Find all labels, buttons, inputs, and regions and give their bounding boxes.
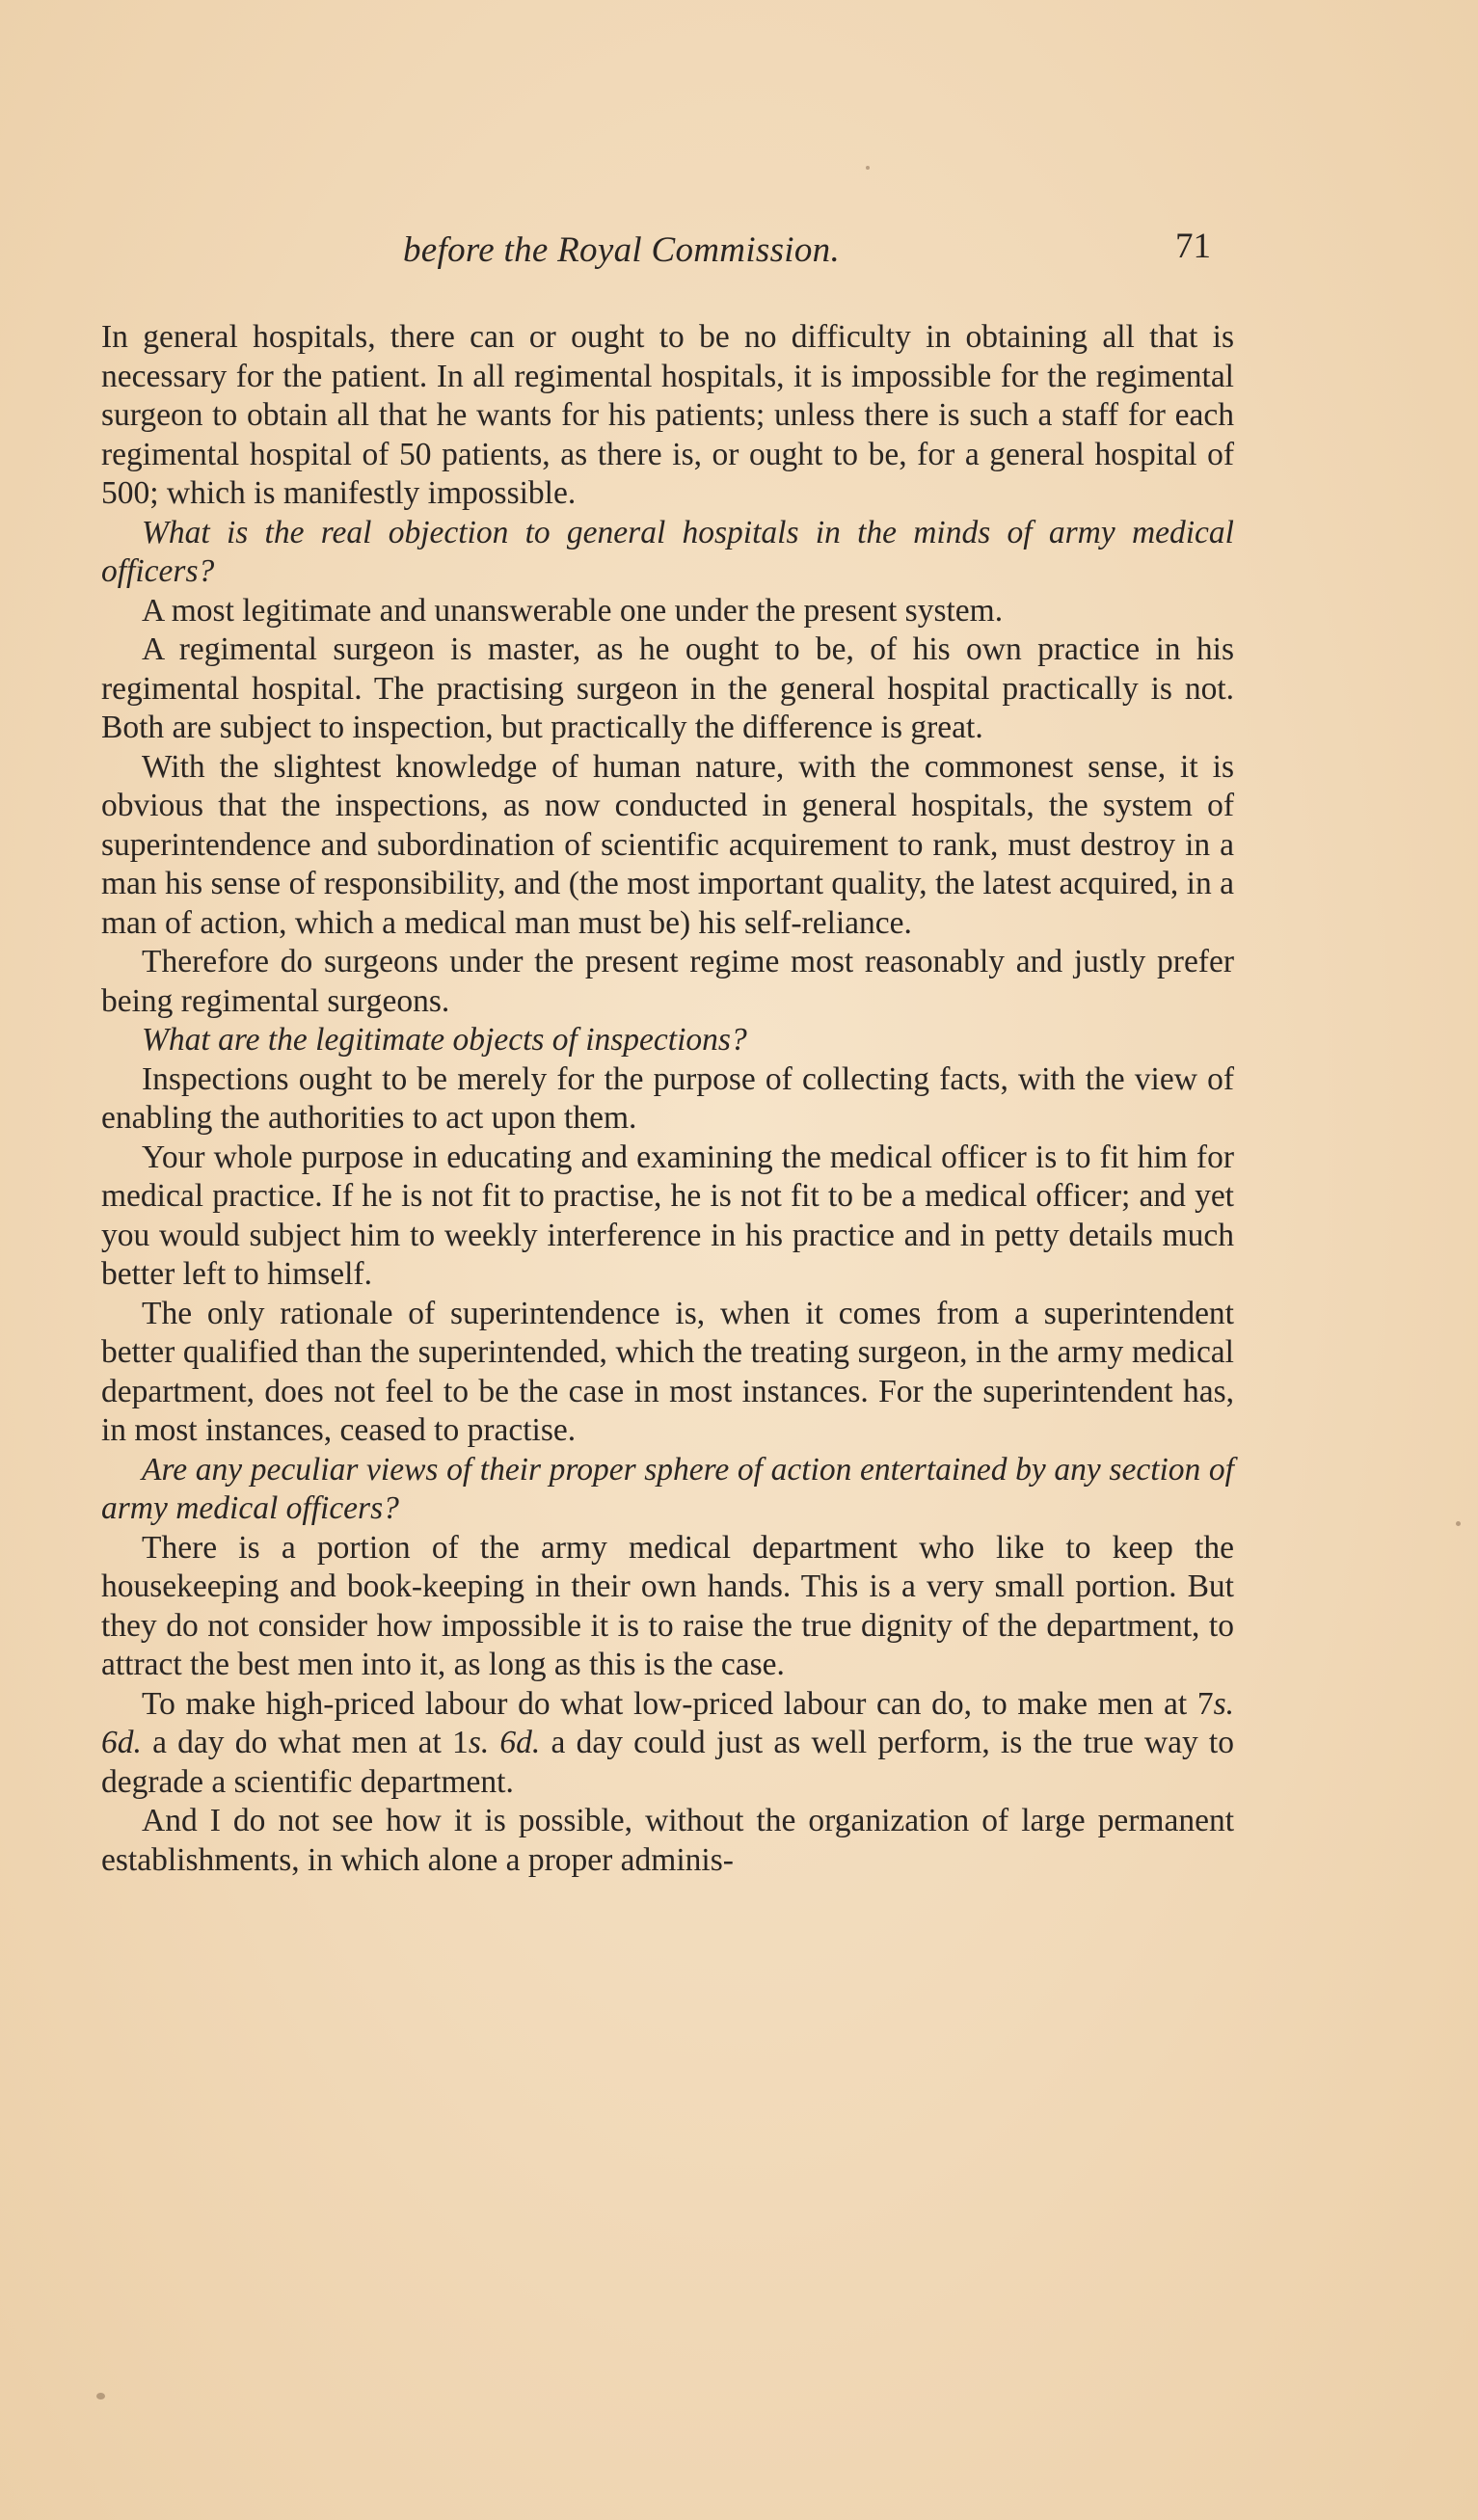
question-paragraph: What is the real objection to general hospitals in the minds of army medical officers? bbox=[101, 514, 1234, 589]
page-number: 71 bbox=[1175, 227, 1211, 266]
page-body bbox=[101, 318, 1234, 1880]
answer-paragraph: In general hospitals, there can or ought to be no difficulty in obtaining all that is necessary for the patient. In all regimental hospitals, it is impossible for the regimental surgeon to obtain all that he wants for his patients; unless there is such a staff for each regimental hospital of 50 patients, as there is, or ought to be, for a general hospital of 500; which is manifestly impossible. bbox=[101, 319, 1234, 511]
answer-paragraph: A most legitimate and unanswerable one under the present system. bbox=[142, 592, 1004, 629]
answer-paragraph: Inspections ought to be merely for the purpose of collecting facts, with the view of enabling the authorities to act upon them. bbox=[101, 1060, 1234, 1136]
question-paragraph: Are any peculiar views of their proper sphere of action entertained by any section of army medical officers? bbox=[101, 1451, 1234, 1526]
answer-paragraph-mixed bbox=[101, 1685, 1234, 1803]
answer-paragraph: Your whole purpose in educating and examining the medical officer is to fit him for medical practice. If he is not fit to practise, he is not fit to be a medical officer; and yet you would subject him to weekly interference in his practice and in petty details much better left to himself. bbox=[101, 1139, 1234, 1292]
paper-speck bbox=[866, 166, 870, 170]
page-header bbox=[96, 229, 1234, 287]
answer-paragraph: With the slightest knowledge of human nature, with the commonest sense, it is obvious that the inspections, as now conducted in general hospitals, the system of superintendence and subordination of scientific acquirement to rank, must destroy in a man his sense of responsibility, and (the most important quality, the latest acquired, in a man of action, which a medical man must be) his self-reliance. bbox=[101, 748, 1234, 941]
italic-run: s. 6d. bbox=[101, 1685, 1234, 1760]
answer-paragraph: And I do not see how it is possible, without the organization of large permanent establishments, in which alone a proper adminis- bbox=[101, 1803, 1234, 1878]
italic-run: s. 6d. bbox=[468, 1725, 541, 1760]
text-run: a day could just as well perform, is the true way to degrade a scientific department. bbox=[101, 1725, 1234, 1800]
answer-paragraph: Therefore do surgeons under the present regime most reasonably and justly prefer being regimental surgeons. bbox=[101, 944, 1234, 1019]
answer-paragraph: The only rationale of superintendence is, when it comes from a superintendent better qualified than the superintended, which the treating surgeon, in the army medical department, does not feel to be the case in most instances. For the superintendent has, in most instances, ceased to practise. bbox=[101, 1295, 1234, 1448]
text-run: To make high-priced labour do what low-priced labour can do, to make men at 7 bbox=[142, 1685, 1214, 1722]
paper-speck bbox=[96, 2393, 105, 2399]
running-title: before the Royal Commission. bbox=[403, 230, 841, 270]
answer-paragraph: A regimental surgeon is master, as he ought to be, of his own practice in his regimental hospital. The practising surgeon in the general hospital practically is not. Both are subject to inspection, but practically the difference is great. bbox=[101, 631, 1234, 745]
answer-paragraph: There is a portion of the army medical department who like to keep the housekeeping and book-keeping in their own hands. This is a very small portion. But they do not consider how impossible it is to raise the true dignity of the department, to attract the best men into it, as long as this is the case. bbox=[101, 1529, 1234, 1682]
question-paragraph: What are the legitimate objects of inspections? bbox=[142, 1022, 747, 1058]
paper-speck bbox=[1456, 1521, 1461, 1526]
text-run: a day do what men at 1 bbox=[141, 1725, 469, 1760]
